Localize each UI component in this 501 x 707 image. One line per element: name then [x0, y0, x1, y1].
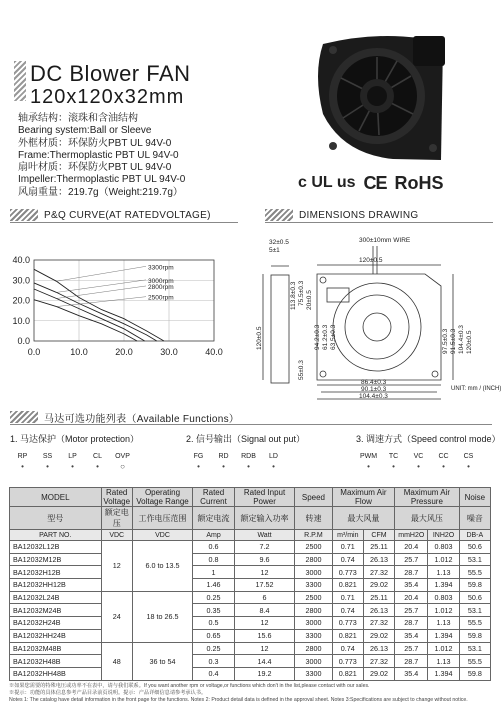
function-option: RD • [218, 453, 229, 471]
input-power-cell: 6 [234, 591, 294, 604]
airflow-cfm-cell: 27.32 [363, 655, 394, 668]
header-rated-voltage: Rated Voltage [101, 488, 132, 507]
x-tick-label: 0.0 [27, 347, 41, 357]
x-tick-label: 40.0 [205, 347, 223, 357]
rated-voltage-cell: 48 [101, 642, 132, 680]
header-operating-range: Operating Voltage Range [132, 488, 192, 507]
footnote: ※如果您需要的特殊电压或功率不在表中，请与我们联系。If you want another rpm or voltage,or functions which don't in the list,please contact with our sales. [9, 683, 370, 689]
rated-current-cell: 0.65 [193, 629, 235, 642]
header-unit: R.P.M [295, 530, 332, 541]
speed-cell: 3000 [295, 655, 332, 668]
header-cn: 噪音 [459, 507, 490, 530]
dim-label: 55±0.3 [298, 360, 305, 380]
speed-cell: 3000 [295, 617, 332, 630]
rated-voltage-cell: 12 [101, 541, 132, 592]
function-group-title: 1. 马达保护（Motor protection） [10, 434, 140, 444]
dim-label: 61.2±0.3 [322, 324, 329, 350]
pressure-mmh2o-cell: 28.7 [395, 617, 428, 630]
pressure-inh2o-cell: 1.394 [428, 579, 459, 592]
part-number: BA12032M12B [10, 553, 102, 566]
pressure-inh2o-cell: 1.394 [428, 667, 459, 680]
header-cn: 转速 [295, 507, 332, 530]
part-number: BA12032H24B [10, 617, 102, 630]
footnote: ※提示：功能的具体信息参考产品目录前页说明。提示：产品详细信息请参考承认书。 [9, 690, 207, 696]
function-option: OVP ○ [115, 453, 130, 471]
unit-label: UNIT: mm / (INCH) [451, 386, 501, 392]
header-unit: Watt [234, 530, 294, 541]
operating-range-cell: 36 to 54 [132, 642, 192, 680]
dim-label: 90.1±0.3 [361, 386, 387, 393]
header-unit: mmH2O [395, 530, 428, 541]
header-speed: Speed [295, 488, 332, 507]
header-input-power: Rated Input Power [234, 488, 294, 507]
x-tick-label: 10.0 [70, 347, 88, 357]
table-row [10, 629, 491, 642]
section-hatch [10, 209, 38, 221]
section-hatch [10, 411, 38, 423]
series-label: 3000rpm [148, 277, 174, 285]
part-number: BA12032L12B [10, 541, 102, 554]
noise-cell: 55.5 [459, 566, 490, 579]
dim-label: 104.4±0.3 [458, 325, 465, 354]
pressure-mmh2o-cell: 20.4 [395, 591, 428, 604]
input-power-cell: 17.52 [234, 579, 294, 592]
header-cn: 额定输入功率 [234, 507, 294, 530]
header-unit: DB-A [459, 530, 490, 541]
spec-list [18, 113, 278, 199]
rated-voltage-cell: 24 [101, 591, 132, 642]
y-tick-label: 0.0 [17, 336, 30, 346]
speed-cell: 2500 [295, 591, 332, 604]
pressure-mmh2o-cell: 25.7 [395, 642, 428, 655]
table-row [10, 579, 491, 592]
dim-label: 20±0.5 [306, 290, 313, 310]
speed-cell: 3300 [295, 667, 332, 680]
x-tick-label: 30.0 [160, 347, 178, 357]
function-option: FG • [193, 453, 204, 471]
section-hatch [265, 209, 293, 221]
noise-cell: 59.8 [459, 579, 490, 592]
rated-current-cell: 0.6 [193, 541, 235, 554]
header-unit: VDC [101, 530, 132, 541]
table-row [10, 655, 491, 668]
speed-cell: 2800 [295, 642, 332, 655]
wire-label: 300±10mm WIRE [359, 237, 411, 244]
table-row [10, 604, 491, 617]
header-cn: 工作电压范围 [132, 507, 192, 530]
speed-cell: 2800 [295, 604, 332, 617]
series-leader [57, 286, 147, 299]
airflow-cfm-cell: 26.13 [363, 604, 394, 617]
input-power-cell: 8.4 [234, 604, 294, 617]
part-number: BA12032HH48B [10, 667, 102, 680]
input-power-cell: 7.2 [234, 541, 294, 554]
pq-series-line [34, 300, 137, 341]
header-unit: Amp [193, 530, 235, 541]
airflow-m3-cell: 0.773 [332, 566, 363, 579]
functions-section-title: 马达可选功能列表（Available Functions） [44, 413, 240, 425]
product-title: DC Blower FAN [30, 61, 191, 86]
pressure-mmh2o-cell: 35.4 [395, 667, 428, 680]
airflow-cfm-cell: 25.11 [363, 591, 394, 604]
pressure-mmh2o-cell: 35.4 [395, 629, 428, 642]
airflow-m3-cell: 0.74 [332, 553, 363, 566]
noise-cell: 55.5 [459, 655, 490, 668]
noise-cell: 59.8 [459, 667, 490, 680]
airflow-cfm-cell: 26.13 [363, 642, 394, 655]
airflow-m3-cell: 0.821 [332, 629, 363, 642]
pq-series-line [34, 283, 157, 341]
header-unit: INH2O [428, 530, 459, 541]
header-unit: PART NO. [10, 530, 102, 541]
pressure-inh2o-cell: 1.012 [428, 642, 459, 655]
airflow-m3-cell: 0.71 [332, 591, 363, 604]
pressure-mmh2o-cell: 25.7 [395, 553, 428, 566]
spec-line: 风扇重量：219.7g（Weight:219.7g） [18, 186, 183, 198]
part-number: BA12032H48B [10, 655, 102, 668]
airflow-cfm-cell: 29.02 [363, 629, 394, 642]
airflow-cfm-cell: 27.32 [363, 617, 394, 630]
footnotes [9, 683, 491, 704]
dimensions-section-title: DIMENSIONS DRAWING [299, 209, 419, 221]
dim-label: 97.5±0.3 [442, 328, 449, 354]
header-noise: Noise [459, 488, 490, 507]
rated-current-cell: 1.46 [193, 579, 235, 592]
dim-label: 120±0.5 [256, 326, 263, 350]
spec-line: 轴承结构：滚珠和含油结构 [18, 113, 138, 124]
header-rated-current: Rated Current [193, 488, 235, 507]
dim-label: 75.5±0.3 [298, 280, 305, 306]
table-row [10, 591, 491, 604]
rated-current-cell: 0.25 [193, 591, 235, 604]
function-options-speed [356, 452, 481, 472]
airflow-m3-cell: 0.773 [332, 655, 363, 668]
speed-cell: 3300 [295, 629, 332, 642]
noise-cell: 59.8 [459, 629, 490, 642]
rated-current-cell: 0.35 [193, 604, 235, 617]
rohs-logo: RoHS [394, 172, 444, 193]
header-cn: 型号 [10, 507, 102, 530]
part-number: BA12032HH24B [10, 629, 102, 642]
spec-table-body [10, 541, 491, 681]
noise-cell: 53.1 [459, 553, 490, 566]
input-power-cell: 15.6 [234, 629, 294, 642]
operating-range-cell: 18 to 26.5 [132, 591, 192, 642]
pq-section-header [10, 208, 211, 222]
function-group-title: 2. 信号输出（Signal out put） [186, 434, 306, 444]
function-option: CL • [93, 453, 102, 471]
pressure-mmh2o-cell: 28.7 [395, 655, 428, 668]
spec-line: 外框材质：环保防火PBT UL 94V-0 [18, 137, 172, 149]
title-block [14, 62, 244, 108]
section-divider [10, 424, 492, 425]
spec-line: 扇叶材质：环保防火PBT UL 94V-0 [18, 162, 172, 174]
airflow-cfm-cell: 29.02 [363, 667, 394, 680]
table-row [10, 553, 491, 566]
dim-label: 120±0.5 [359, 257, 383, 264]
input-power-cell: 19.2 [234, 667, 294, 680]
table-row [10, 642, 491, 655]
rated-current-cell: 1 [193, 566, 235, 579]
section-divider [10, 222, 238, 223]
operating-range-cell: 6.0 to 13.5 [132, 541, 192, 592]
airflow-m3-cell: 0.821 [332, 667, 363, 680]
series-leader [57, 266, 147, 281]
function-option: RP • [17, 453, 28, 471]
series-leader [57, 297, 147, 307]
rated-current-cell: 0.25 [193, 642, 235, 655]
function-option: SS • [42, 453, 53, 471]
header-unit: VDC [132, 530, 192, 541]
table-row [10, 667, 491, 680]
pressure-inh2o-cell: 1.13 [428, 566, 459, 579]
header-cn: 最大风压 [395, 507, 460, 530]
airflow-m3-cell: 0.74 [332, 642, 363, 655]
airflow-cfm-cell: 26.13 [363, 553, 394, 566]
input-power-cell: 12 [234, 642, 294, 655]
y-tick-label: 20.0 [12, 295, 30, 306]
dim-label: 63.5±0.3 [330, 324, 337, 350]
blower-fan-image [303, 14, 455, 166]
dim-label: 120±0.5 [466, 330, 473, 354]
noise-cell: 50.6 [459, 541, 490, 554]
function-options-signal [186, 452, 286, 472]
pressure-mmh2o-cell: 20.4 [395, 541, 428, 554]
certification-marks [298, 172, 468, 194]
rated-current-cell: 0.8 [193, 553, 235, 566]
pq-curve-chart [0, 240, 250, 370]
noise-cell: 53.1 [459, 604, 490, 617]
speed-cell: 3000 [295, 566, 332, 579]
pressure-mmh2o-cell: 28.7 [395, 566, 428, 579]
input-power-cell: 12 [234, 566, 294, 579]
header-unit: CFM [363, 530, 394, 541]
series-label: 2800rpm [148, 283, 174, 291]
input-power-cell: 12 [234, 617, 294, 630]
noise-cell: 53.1 [459, 642, 490, 655]
part-number: BA12032HH12B [10, 579, 102, 592]
spec-line: Bearing system:Ball or Sleeve [18, 125, 152, 137]
airflow-cfm-cell: 27.32 [363, 566, 394, 579]
part-number: BA12032M48B [10, 642, 102, 655]
header-air-flow: Maximum Air Flow [332, 488, 394, 507]
series-label: 3300rpm [148, 264, 174, 272]
function-option: PWM • [359, 453, 378, 471]
functions-section-header [10, 410, 239, 424]
spec-line: Frame:Thermoplastic PBT UL 94V-0 [18, 149, 179, 161]
header-cn: 最大风量 [332, 507, 394, 530]
pq-section-title: P&Q CURVE(AT RATEDVOLTAGE) [44, 209, 211, 221]
y-tick-label: 30.0 [12, 275, 30, 286]
section-divider [265, 222, 493, 223]
airflow-m3-cell: 0.773 [332, 617, 363, 630]
ul-logo: c UL us [298, 174, 356, 191]
dimensions-drawing [255, 230, 501, 400]
pressure-inh2o-cell: 0.803 [428, 591, 459, 604]
speed-cell: 3300 [295, 579, 332, 592]
pressure-inh2o-cell: 1.13 [428, 655, 459, 668]
speed-cell: 2500 [295, 541, 332, 554]
pressure-mmh2o-cell: 35.4 [395, 579, 428, 592]
dim-label: 94.2±0.3 [314, 324, 321, 350]
airflow-m3-cell: 0.821 [332, 579, 363, 592]
airflow-cfm-cell: 29.02 [363, 579, 394, 592]
function-option: LP • [68, 453, 77, 471]
pressure-mmh2o-cell: 25.7 [395, 604, 428, 617]
input-power-cell: 14.4 [234, 655, 294, 668]
function-options-motor [10, 452, 135, 472]
airflow-m3-cell: 0.71 [332, 541, 363, 554]
noise-cell: 50.6 [459, 591, 490, 604]
rated-current-cell: 0.5 [193, 617, 235, 630]
dim-label: 113.8±0.3 [290, 281, 297, 310]
part-number: BA12032M24B [10, 604, 102, 617]
part-number: BA12032L24B [10, 591, 102, 604]
pressure-inh2o-cell: 0.803 [428, 541, 459, 554]
function-option: CS • [463, 453, 474, 471]
table-row [10, 566, 491, 579]
ce-logo: CE [363, 172, 387, 193]
dim-label: 86.4±0.3 [361, 379, 387, 386]
spec-table [9, 487, 491, 681]
spec-line: Impeller:Thermoplastic PBT UL 94V-0 [18, 174, 186, 186]
function-option: TC • [388, 453, 399, 471]
series-label: 2500rpm [148, 294, 174, 302]
function-option: RDB • [241, 453, 256, 471]
pressure-inh2o-cell: 1.13 [428, 617, 459, 630]
function-group-title: 3. 调速方式（Speed control mode） [356, 434, 501, 444]
dim-label: 104.4±0.3 [359, 393, 388, 400]
function-option: LD • [269, 453, 278, 471]
header-air-pressure: Maximum Air Pressure [395, 488, 460, 507]
y-tick-label: 10.0 [12, 315, 30, 326]
header-cn: 额定电流 [193, 507, 235, 530]
speed-cell: 2800 [295, 553, 332, 566]
x-tick-label: 20.0 [115, 347, 133, 357]
function-option: VC • [413, 453, 424, 471]
function-option: CC • [438, 453, 449, 471]
table-row [10, 617, 491, 630]
dim-label: 91.5±0.3 [450, 328, 457, 354]
noise-cell: 55.5 [459, 617, 490, 630]
pressure-inh2o-cell: 1.012 [428, 604, 459, 617]
pressure-inh2o-cell: 1.394 [428, 629, 459, 642]
pq-series-line [34, 289, 145, 341]
pressure-inh2o-cell: 1.012 [428, 553, 459, 566]
header-model: MODEL [10, 488, 102, 507]
input-power-cell: 9.6 [234, 553, 294, 566]
rated-current-cell: 0.4 [193, 667, 235, 680]
airflow-cfm-cell: 25.11 [363, 541, 394, 554]
dim-label: 5±1 [269, 247, 280, 254]
header-unit: m³/min [332, 530, 363, 541]
part-number: BA12032H12B [10, 566, 102, 579]
footnote: Notes 1: The catalog have detail information in the front page for the functions. Notes 2: Product detail data is defined in the approval sheet. Notes 3:Specifications are subject to change without notice. [9, 697, 468, 703]
rated-current-cell: 0.3 [193, 655, 235, 668]
airflow-m3-cell: 0.74 [332, 604, 363, 617]
y-tick-label: 40.0 [12, 255, 30, 265]
product-size: 120x120x32mm [30, 86, 185, 108]
dim-label: 32±0.5 [269, 239, 289, 246]
table-row [10, 541, 491, 554]
header-cn: 额定电压 [101, 507, 132, 530]
dimensions-section-header [265, 208, 418, 222]
series-leader [57, 280, 147, 293]
